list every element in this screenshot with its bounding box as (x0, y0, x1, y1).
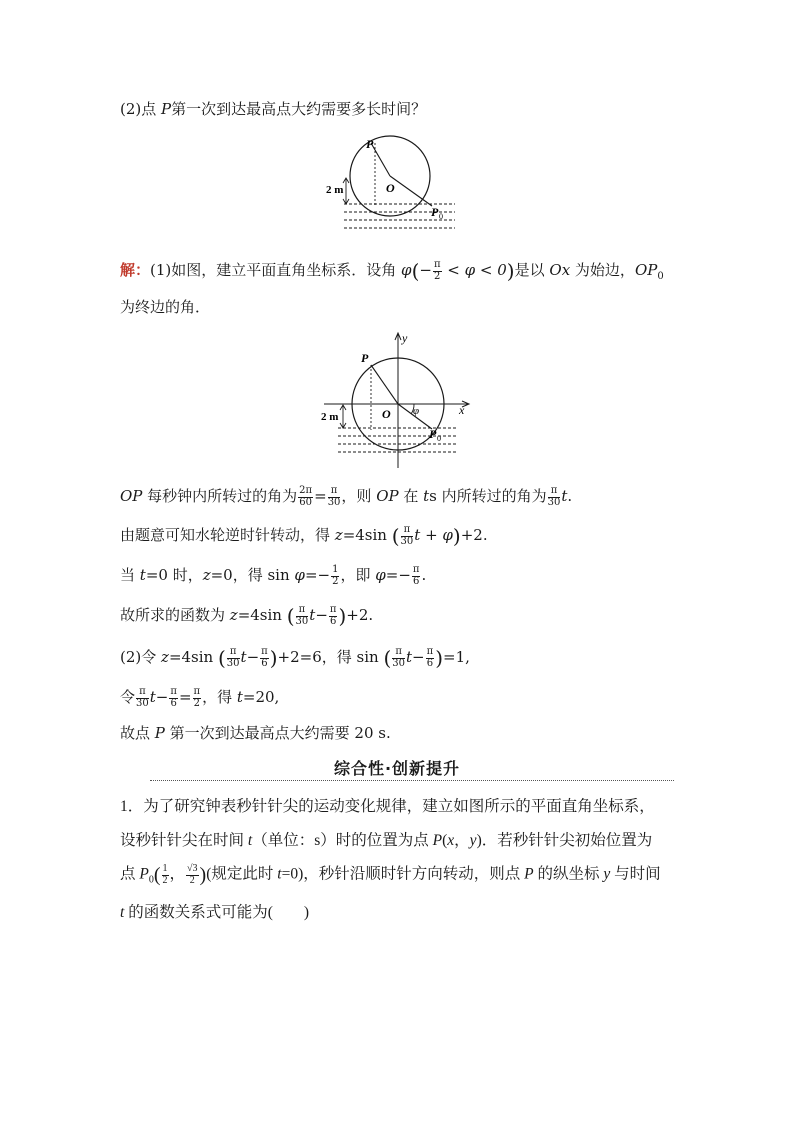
step-3: 当 t=0 时，z=0，得 sin φ=− $\frac{1}{2}$ ，即 φ=− $\frac{\pi}{6}$ . (120, 564, 427, 587)
label-p: P (361, 351, 369, 365)
problem-1-line-4: t 的函数关系式可能为( ) (120, 904, 310, 921)
label-phi: φ (413, 405, 420, 417)
label-o: O (382, 407, 391, 421)
solution-prefix: 解： (120, 261, 151, 279)
water-wheel-figure-1 (320, 132, 470, 242)
section-divider (150, 780, 674, 781)
label-p0-sub: 0 (439, 212, 443, 221)
radius-op (371, 143, 390, 176)
q2-text: 点 (141, 100, 162, 118)
step-5: (2)令 z=4sin ( $\frac{\pi}{30}$ t− $\frac{\pi}{6}$ )+2=6，得 sin ( $\frac{\pi}{30}$ t− $\frac{\pi}{6}$ )=1, (120, 646, 470, 670)
step-1: OP 每秒钟内所转过的角为 $\frac{2\pi}{60}$ = $\frac{\pi}{30}$ ，则 OP 在 ts 内所转过的角为 $\frac{\pi}{30}$ t. (120, 485, 573, 508)
phi: φ (401, 261, 412, 279)
q2-label: (2) (120, 100, 142, 118)
problem-1-line-1: 1．为了研究钟表秒针针尖的运动变化规律，建立如图所示的平面直角坐标系， (120, 798, 655, 815)
minus: − (419, 261, 432, 279)
solution-text: 为终边的角． (120, 298, 211, 316)
step-7: 故点 P 第一次到达最高点大约需要 20 s. (120, 724, 391, 742)
solution-line-1: 解：(1)如图，建立平面直角坐标系．设角 φ(− $\frac{\pi}{2}$ < φ < 0)是以 Ox 为始边，$OP_0$ (120, 259, 664, 283)
label-p0: P (431, 205, 439, 219)
problem-1-line-2: 设秒针针尖在时间 t（单位：s）时的位置为点 P(x，y)．若秒针针尖初始位置为 (120, 832, 653, 849)
solution-text: 是以 (514, 261, 550, 279)
label-p: P (366, 137, 374, 151)
radius-op (371, 365, 398, 404)
label-2m: 2 m (326, 184, 344, 196)
question-2 (120, 100, 426, 118)
q2-text-b: 第一次到达最高点大约需要多长时间？ (171, 100, 427, 118)
radius-op0 (390, 176, 432, 206)
inequality: < φ < 0 (442, 261, 507, 279)
solution-line-2 (120, 298, 210, 316)
step-2: 由题意可知水轮逆时针转动，得 z=4sin ( $\frac{\pi}{30}$ t + φ)+2. (120, 524, 488, 548)
section-title: 综合性·创新提升 (333, 759, 461, 778)
label-2m: 2 m (321, 411, 339, 423)
label-p0-sub: 0 (437, 434, 441, 443)
solution-text: (1)如图，建立平面直角坐标系．设角 (150, 261, 402, 279)
label-x: x (459, 403, 465, 417)
op0: OP (634, 261, 658, 279)
step-6: 令 $\frac{\pi}{30}$ t− $\frac{\pi}{6}$ = $\frac{\pi}{2}$ ，得 t=20, (120, 686, 280, 709)
ox: Ox (549, 261, 571, 279)
label-o: O (386, 181, 395, 195)
q2-var-p: P (161, 100, 172, 118)
water-wheel-figure-2 (318, 330, 478, 472)
section-header (120, 756, 674, 782)
label-p0: P (429, 427, 437, 441)
solution-text: 为始边， (570, 261, 635, 279)
label-y: y (402, 331, 408, 345)
problem-1-line-3: 点 $P_0$( $\frac{1}{2}$ ， $\frac{√3}{2}$ )(规定此时 t=0)，秒针沿顺时针方向转动，则点 P 的纵坐标 y 与时间 (120, 863, 661, 886)
fraction: $\frac{\pi}{2}$ (433, 259, 441, 282)
step-4: 故所求的函数为 z=4sin ( $\frac{\pi}{30}$ t− $\frac{\pi}{6}$ )+2. (120, 604, 374, 628)
